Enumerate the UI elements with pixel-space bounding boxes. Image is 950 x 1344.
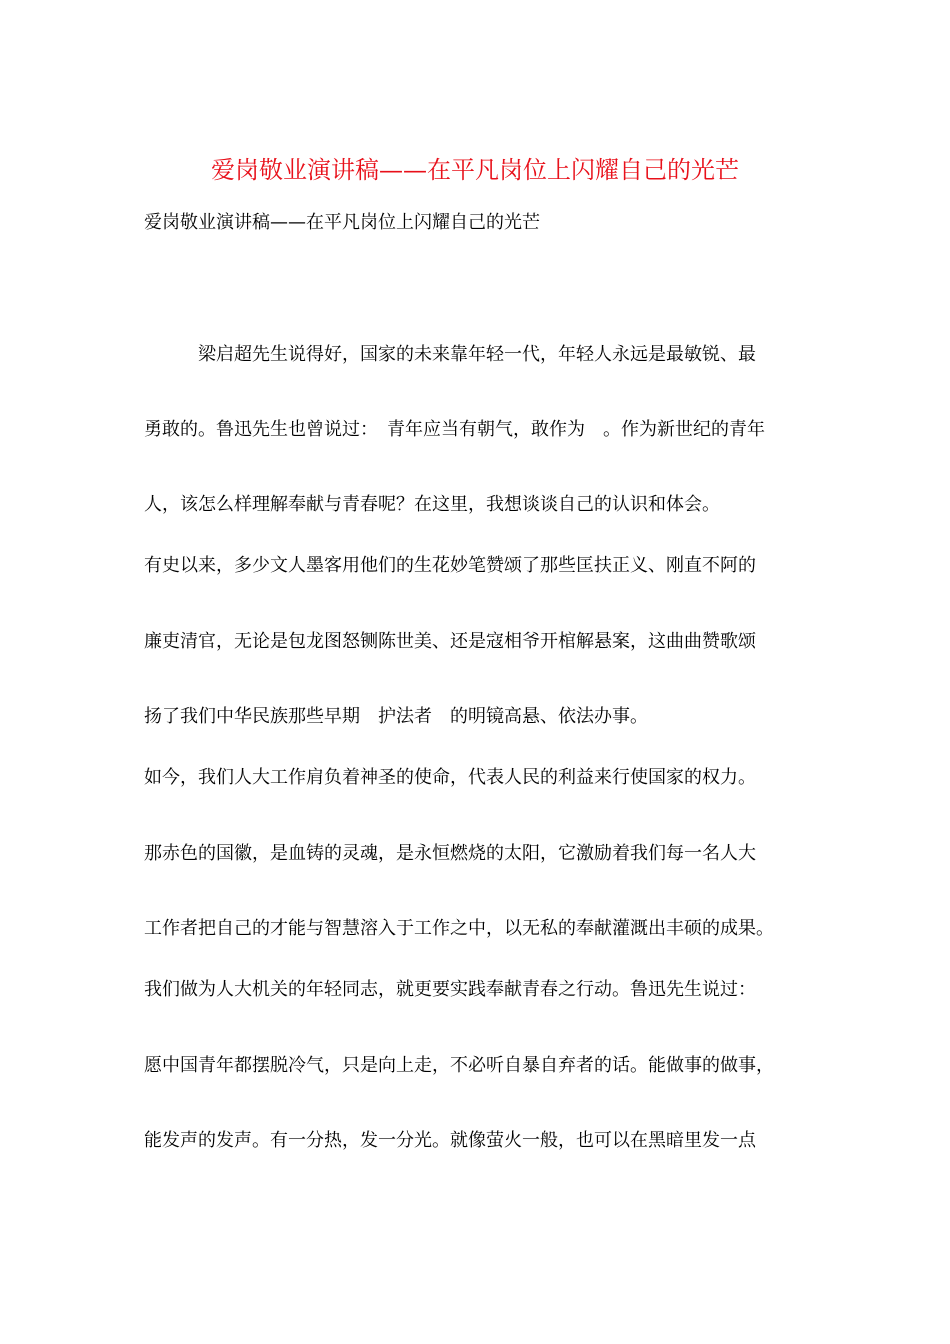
body-line: 勇敢的。鲁迅先生也曾说过： 青年应当有朝气，敢作为 。作为新世纪的青年 [144, 419, 765, 440]
body-line: 有史以来，多少文人墨客用他们的生花妙笔赞颂了那些匡扶正义、刚直不阿的 [144, 555, 756, 576]
body-line: 梁启超先生说得好，国家的未来靠年轻一代，年轻人永远是最敏锐、最 [144, 344, 756, 365]
body-line: 工作者把自己的才能与智慧溶入于工作之中，以无私的奉献灌溉出丰硕的成果。 [144, 918, 774, 939]
body-line: 人，该怎么样理解奉献与青春呢？在这里，我想谈谈自己的认识和体会。 [144, 494, 720, 515]
body-line: 扬了我们中华民族那些早期 护法者 的明镜高悬、依法办事。 [144, 706, 648, 727]
body-line: 廉吏清官，无论是包龙图怒铡陈世美、还是寇相爷开棺解悬案，这曲曲赞歌颂 [144, 631, 756, 652]
body-line: 如今，我们人大工作肩负着神圣的使命，代表人民的利益来行使国家的权力。 [144, 767, 756, 788]
body-line: 愿中国青年都摆脱冷气，只是向上走，不必听自暴自弃者的话。能做事的做事， [144, 1055, 774, 1076]
document-subtitle: 爱岗敬业演讲稿——在平凡岗位上闪耀自己的光芒 [144, 212, 540, 233]
body-line: 能发声的发声。有一分热，发一分光。就像萤火一般，也可以在黑暗里发一点 [144, 1130, 756, 1151]
body-line: 那赤色的国徽，是血铸的灵魂，是永恒燃烧的太阳，它激励着我们每一名人大 [144, 843, 756, 864]
document-title: 爱岗敬业演讲稿——在平凡岗位上闪耀自己的光芒 [211, 156, 739, 184]
body-line: 我们做为人大机关的年轻同志，就更要实践奉献青春之行动。鲁迅先生说过： [144, 979, 756, 1000]
